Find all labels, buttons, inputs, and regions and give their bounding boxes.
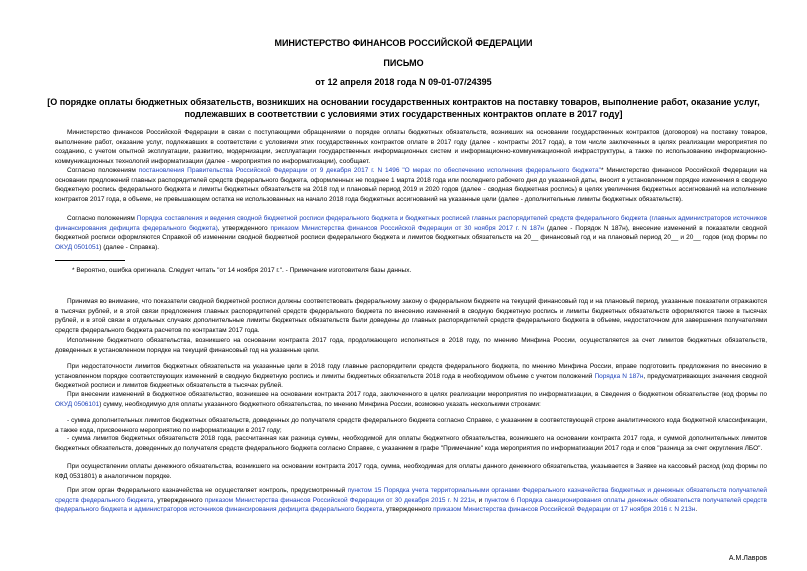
paragraph-7-text-1: При внесении изменений в бюджетное обязательство, возникшее на основании контракта 2017 года, заключенного в целях реализации мероприятия по информатизации, в Сведения о бюджетном обязательстве (код формы по <box>67 391 767 398</box>
paragraph-2-text-2: * Министерство финансов Российской Федерации на основании предложений главных распорядителей средств федерального бюджета, оформленных не позднее 1 марта 2018 года или последнего рабочего дня до указанной даты, вносит в установленном порядке изменения в сводную бюджетную роспись федерального бюджета и лимиты бюджетных обязательств на 2018 год и плановый период 2019 и 2020 годов (далее - сводная бюджетная роспись) в целях увеличения бюджетных ассигнований на исполнение контрактов 2017 года, в объеме, не превышающем остатка не использованных на начало 2018 года бюджетных ассигнований на указанные цели (далее - дополнительные лимиты бюджетных обязательств). <box>55 167 767 203</box>
paragraph-11-text-5: . <box>695 506 698 514</box>
paragraph-11-text-4: , утвержденного <box>382 506 434 514</box>
paragraph-7 <box>55 390 767 409</box>
paragraph-11 <box>55 486 767 515</box>
paragraph-5: Исполнение бюджетного обязательства, возникшего на основании контракта 2017 года, продолжающего исполняться в 2018 году, по мнению Минфина России, осуществляется за счет лимитов бюджетных обязательств, доведенных в установленном порядке на текущий финансовый год на указанные цели. <box>55 337 767 354</box>
footnote: * Вероятно, ошибка оригинала. Следует читать "от 14 ноября 2017 г.". - Примечание изготовителя базы данных. <box>72 267 412 274</box>
paragraph-3 <box>55 214 767 252</box>
paragraph-3-text-2: , утвержденного <box>217 224 271 232</box>
paragraph-2 <box>55 166 767 204</box>
signature: А.М.Лавров <box>728 555 767 562</box>
paragraph-11-text-3: , и <box>474 496 485 504</box>
paragraph-3-text-3: (далее - Порядок N 187н), внесение изменений в показатели сводной бюджетной росписи оформляются Справкой об изменении сводной бюджетной росписи федерального бюджета и лимитов бюджетных обязательств на 20__ финансовый год и на плановый период 20__ и 20__ годов (код формы по <box>55 224 767 242</box>
paragraph-4: Принимая во внимание, что показатели сводной бюджетной росписи должны соответствовать федеральному закону о федеральном бюджете на текущий финансовый год и на плановый период, указанные показатели отражаются в тысячах рублей, и в этой связи предложения главных распорядителей средств федерального бюджета по внесению изменений в сводную бюджетную роспись и лимиты бюджетных обязательств оформляются также в тысячах рублей, и в этой связи в отдельных случаях дополнительные лимиты бюджетных обязательств были доведены до главных распорядителей средств федерального бюджета в объеме, недостаточном для завершения получателями средств федерального бюджета расчетов по контрактам 2017 года. <box>55 298 767 334</box>
link-okud-0501051[interactable]: ОКУД 0501051 <box>55 243 100 251</box>
link-order-221n[interactable]: приказом Министерства финансов Российской Федерации от 30 декабря 2015 г. N 221н <box>204 496 475 504</box>
link-order-187n-2[interactable]: Порядка N 187н <box>594 372 644 380</box>
paragraph-6-text-2: , предусматривающих значения сводной бюджетной росписи и лимитов бюджетных обязательств в тысячах рублей. <box>55 372 767 390</box>
document-subject: [О порядке оплаты бюджетных обязательств, возникших на основании государственных контрактов на поставку товаров, выполнение работ, оказание услуг, подлежавших в соответствии с условиями этих государственных контрактов оплате в 2017 году] <box>47 97 760 119</box>
link-okud-0506101[interactable]: ОКУД 0506101 <box>55 400 100 408</box>
document-date-number: от 12 апреля 2018 года N 09-01-07/24395 <box>315 77 492 87</box>
link-point-15-procedure[interactable]: пунктом 15 Порядка учета территориальными органами Федерального казначейства бюджетных и денежных обязательств получателей средств федерального бюджета <box>55 487 767 504</box>
link-budget-roster-procedure[interactable]: Порядка составления и ведения сводной бюджетной росписи федерального бюджета и бюджетных росписей главных распорядителей средств федерального бюджета (главных администраторов источников финансирования дефицита федерального бюджета) <box>55 215 767 232</box>
link-order-187n[interactable]: приказом Министерства финансов Российской Федерации от 30 ноября 2017 г. N 187н <box>270 224 545 232</box>
paragraph-8: - сумма дополнительных лимитов бюджетных обязательств, доведенных до получателя средств федерального бюджета согласно Справке, с указанием в соответствующей строке аналитического кода бюджетной классификации, а также кода, присвоенного мероприятию по информатизации в 2017 году; <box>55 417 767 434</box>
paragraph-7-text-2: ) сумму, необходимую для оплаты указанного бюджетного обязательства, по мнению Минфина России, возможно указать несколькими строками: <box>99 400 541 408</box>
link-order-213n[interactable]: приказом Министерства финансов Российской Федерации от 17 ноября 2016 г. N 213н <box>433 506 696 514</box>
footnote-divider <box>55 260 125 261</box>
link-point-6-procedure[interactable]: пунктом 6 Порядка санкционирования оплаты денежных обязательств получателей средств федерального бюджета и администраторов источников финансирования дефицита федерального бюджета <box>55 496 767 514</box>
document-type-heading: ПИСЬМО <box>383 58 424 68</box>
ministry-heading: МИНИСТЕРСТВО ФИНАНСОВ РОССИЙСКОЙ ФЕДЕРАЦИИ <box>274 38 533 48</box>
paragraph-6-text-1: При недостаточности лимитов бюджетных обязательств на указанные цели в 2018 году главные распорядители средств федерального бюджета, по мнению Минфина России, вправе подготовить предложения по внесению в установленном порядке соответствующих изменений в сводную бюджетную роспись и лимиты бюджетных обязательств 2018 года в необходимом объеме с учетом положений <box>55 363 767 380</box>
paragraph-10: При осуществлении оплаты денежного обязательства, возникшего на основании контракта 2017 года, сумма, необходимая для оплаты данного денежного обязательства, указывается в Заявке на кассовый расход (код формы по КФД 0531801) в аналогичном порядке. <box>55 463 767 480</box>
paragraph-3-text-1: Согласно положениям <box>67 215 137 222</box>
paragraph-6 <box>55 362 767 391</box>
paragraph-3-text-4: ) (далее - Справка). <box>99 243 160 251</box>
link-government-decree-1496[interactable]: постановления Правительства Российской Федерации от 9 декабря 2017 г. N 1496 "О мерах по обеспечению исполнения федерального бюджета" <box>138 167 601 174</box>
paragraph-9: - сумма лимитов бюджетных обязательств 2018 года, рассчитанная как разница суммы, необходимой для оплаты бюджетного обязательства, возникшего на основании контракта 2017 года, и суммой дополнительных лимитов бюджетных обязательств, доведенных до получателя средств федерального бюджета согласно Справке, с указанием в графе "Примечание" кода мероприятия по информатизации 2017 года и слов "разница за счет округления ЛБО". <box>55 435 767 452</box>
paragraph-11-text-1: При этом орган Федерального казначейства не осуществляет контроль, предусмотренный <box>67 487 348 494</box>
paragraph-1: Министерство финансов Российской Федерации в связи с поступающими обращениями о порядке оплаты бюджетных обязательств, возникших на основании государственных контрактов (договоров) на поставку товаров, выполнение работ, оказание услуг, подлежавших в соответствии с условиями этих государственных контрактов оплате в 2017 году (далее - контракты 2017 года), в том числе заключенных в целях реализации мероприятия по созданию, с учетом опытной эксплуатации, развитию, модернизации, эксплуатации государственных информационных систем и информационно-коммуникационной инфраструктуры, а также по использованию информационно-коммуникационных технологий информатизации (далее - мероприятия по информатизации), сообщает. <box>55 129 767 165</box>
paragraph-11-text-2: , утвержденного <box>153 496 205 504</box>
paragraph-2-text-1: Согласно положениям <box>67 167 139 174</box>
